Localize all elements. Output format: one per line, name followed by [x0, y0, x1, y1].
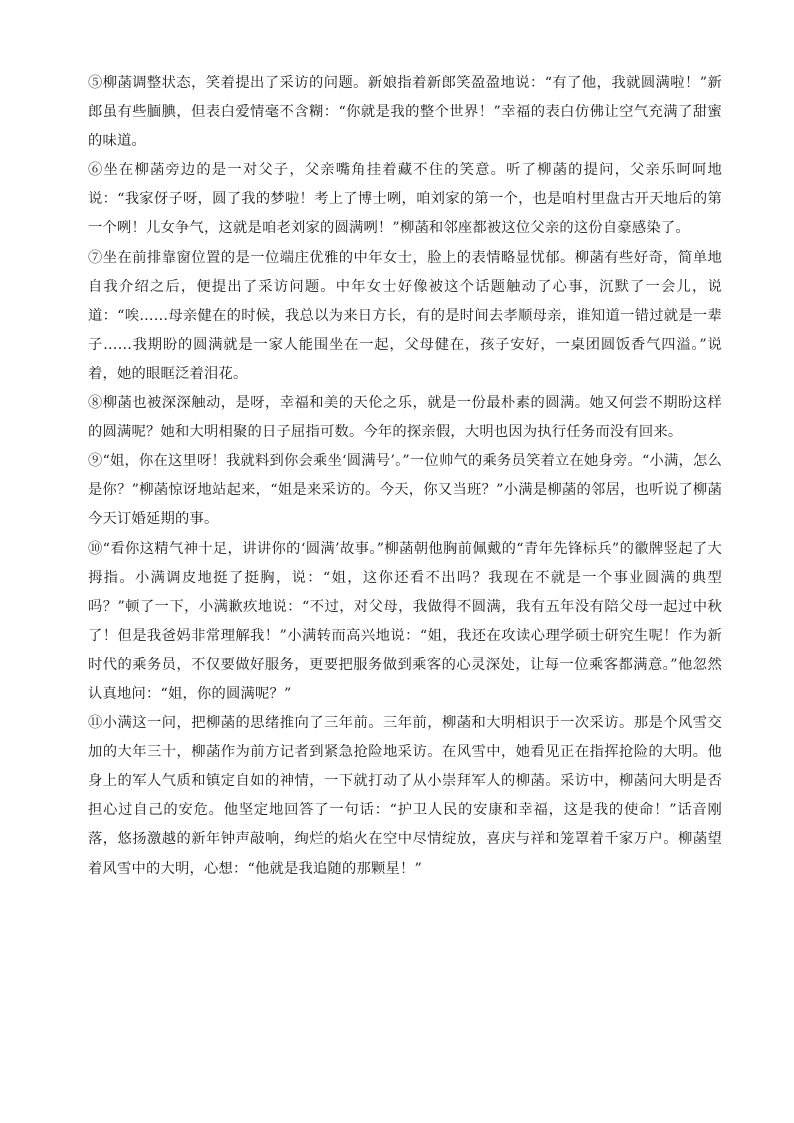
paragraph-5: ⑤柳菡调整状态，笑着提出了采访的问题。新娘指着新郎笑盈盈地说：“有了他，我就圆满啦！”新郎虽有些腼腆，但表白爱情毫不含糊：“你就是我的整个世界！”幸福的表白仿佛让空气充满了甜蜜的味道。: [88, 75, 722, 150]
paragraph-7: ⑦坐在前排靠窗位置的是一位端庄优雅的中年女士，脸上的表情略显忧郁。柳菡有些好奇，简单地自我介绍之后，便提出了采访问题。中年女士好像被这个话题触动了心事，沉默了一会儿，说道：“唉……母亲健在的时候，我总以为来日方长，有的是时间去孝顺母亲，谁知道一错过就是一辈子……我期盼的圆满就是一家人能围坐在一起，父母健在，孩子安好，一桌团圆饭香气四溢。”说着，她的眼眶泛着泪花。: [88, 249, 722, 382]
paragraph-9: ⑨“姐，你在这里呀！我就料到你会乘坐‘圆满号’。”一位帅气的乘务员笑着立在她身旁。“小满，怎么是你？”柳菡惊讶地站起来，“姐是来采访的。今天，你又当班？”小满是柳菡的邻居，也听说了柳菡今天订婚延期的事。: [88, 453, 722, 528]
paragraph-8: ⑧柳菡也被深深触动，是呀，幸福和美的天伦之乐，就是一份最朴素的圆满。她又何尝不期盼这样的圆满呢？她和大明相聚的日子屈指可数。今年的探亲假，大明也因为执行任务而没有回来。: [88, 395, 722, 441]
paragraph-6: ⑥坐在柳菡旁边的是一对父子，父亲嘴角挂着藏不住的笑意。听了柳菡的提问，父亲乐呵呵地说：“我家伢子呀，圆了我的梦啦！考上了博士咧，咱刘家的第一个，也是咱村里盘古开天地后的第一个咧！儿女争气，这就是咱老刘家的圆满咧！”柳菡和邻座都被这位父亲的这份自豪感染了。: [88, 162, 722, 237]
paragraph-11: ⑪小满这一问，把柳菡的思绪推向了三年前。三年前，柳菡和大明相识于一次采访。那是个风雪交加的大年三十，柳菡作为前方记者到紧急抢险地采访。在风雪中，她看见正在指挥抢险的大明。他身上的军人气质和镇定自如的神情，一下就打动了从小崇拜军人的柳菡。采访中，柳菡问大明是否担心过自己的安危。他坚定地回答了一句话：“护卫人民的安康和幸福，这是我的使命！”话音刚落，悠扬激越的新年钟声敲响，绚烂的焰火在空中尽情绽放，喜庆与祥和笼罩着千家万户。柳菡望着风雪中的大明，心想：“他就是我追随的那颗星！”: [88, 715, 722, 877]
paragraph-10: ⑩“看你这精气神十足，讲讲你的‘圆满’故事。”柳菡朝他胸前佩戴的“青年先锋标兵”的徽牌竖起了大拇指。小满调皮地挺了挺胸，说：“姐，这你还看不出吗？我现在不就是一个事业圆满的典型吗？”顿了一下，小满歉疚地说：“不过，对父母，我做得不圆满，我有五年没有陪父母一起过中秋了！但是我爸妈非常理解我！”小满转而高兴地说：“姐，我还在攻读心理学硕士研究生呢！作为新时代的乘务员，不仅要做好服务，更要把服务做到乘客的心灵深处，让每一位乘客都满意。”他忽然认真地问：“姐，你的圆满呢？”: [88, 540, 722, 702]
article-body: [88, 69, 722, 884]
